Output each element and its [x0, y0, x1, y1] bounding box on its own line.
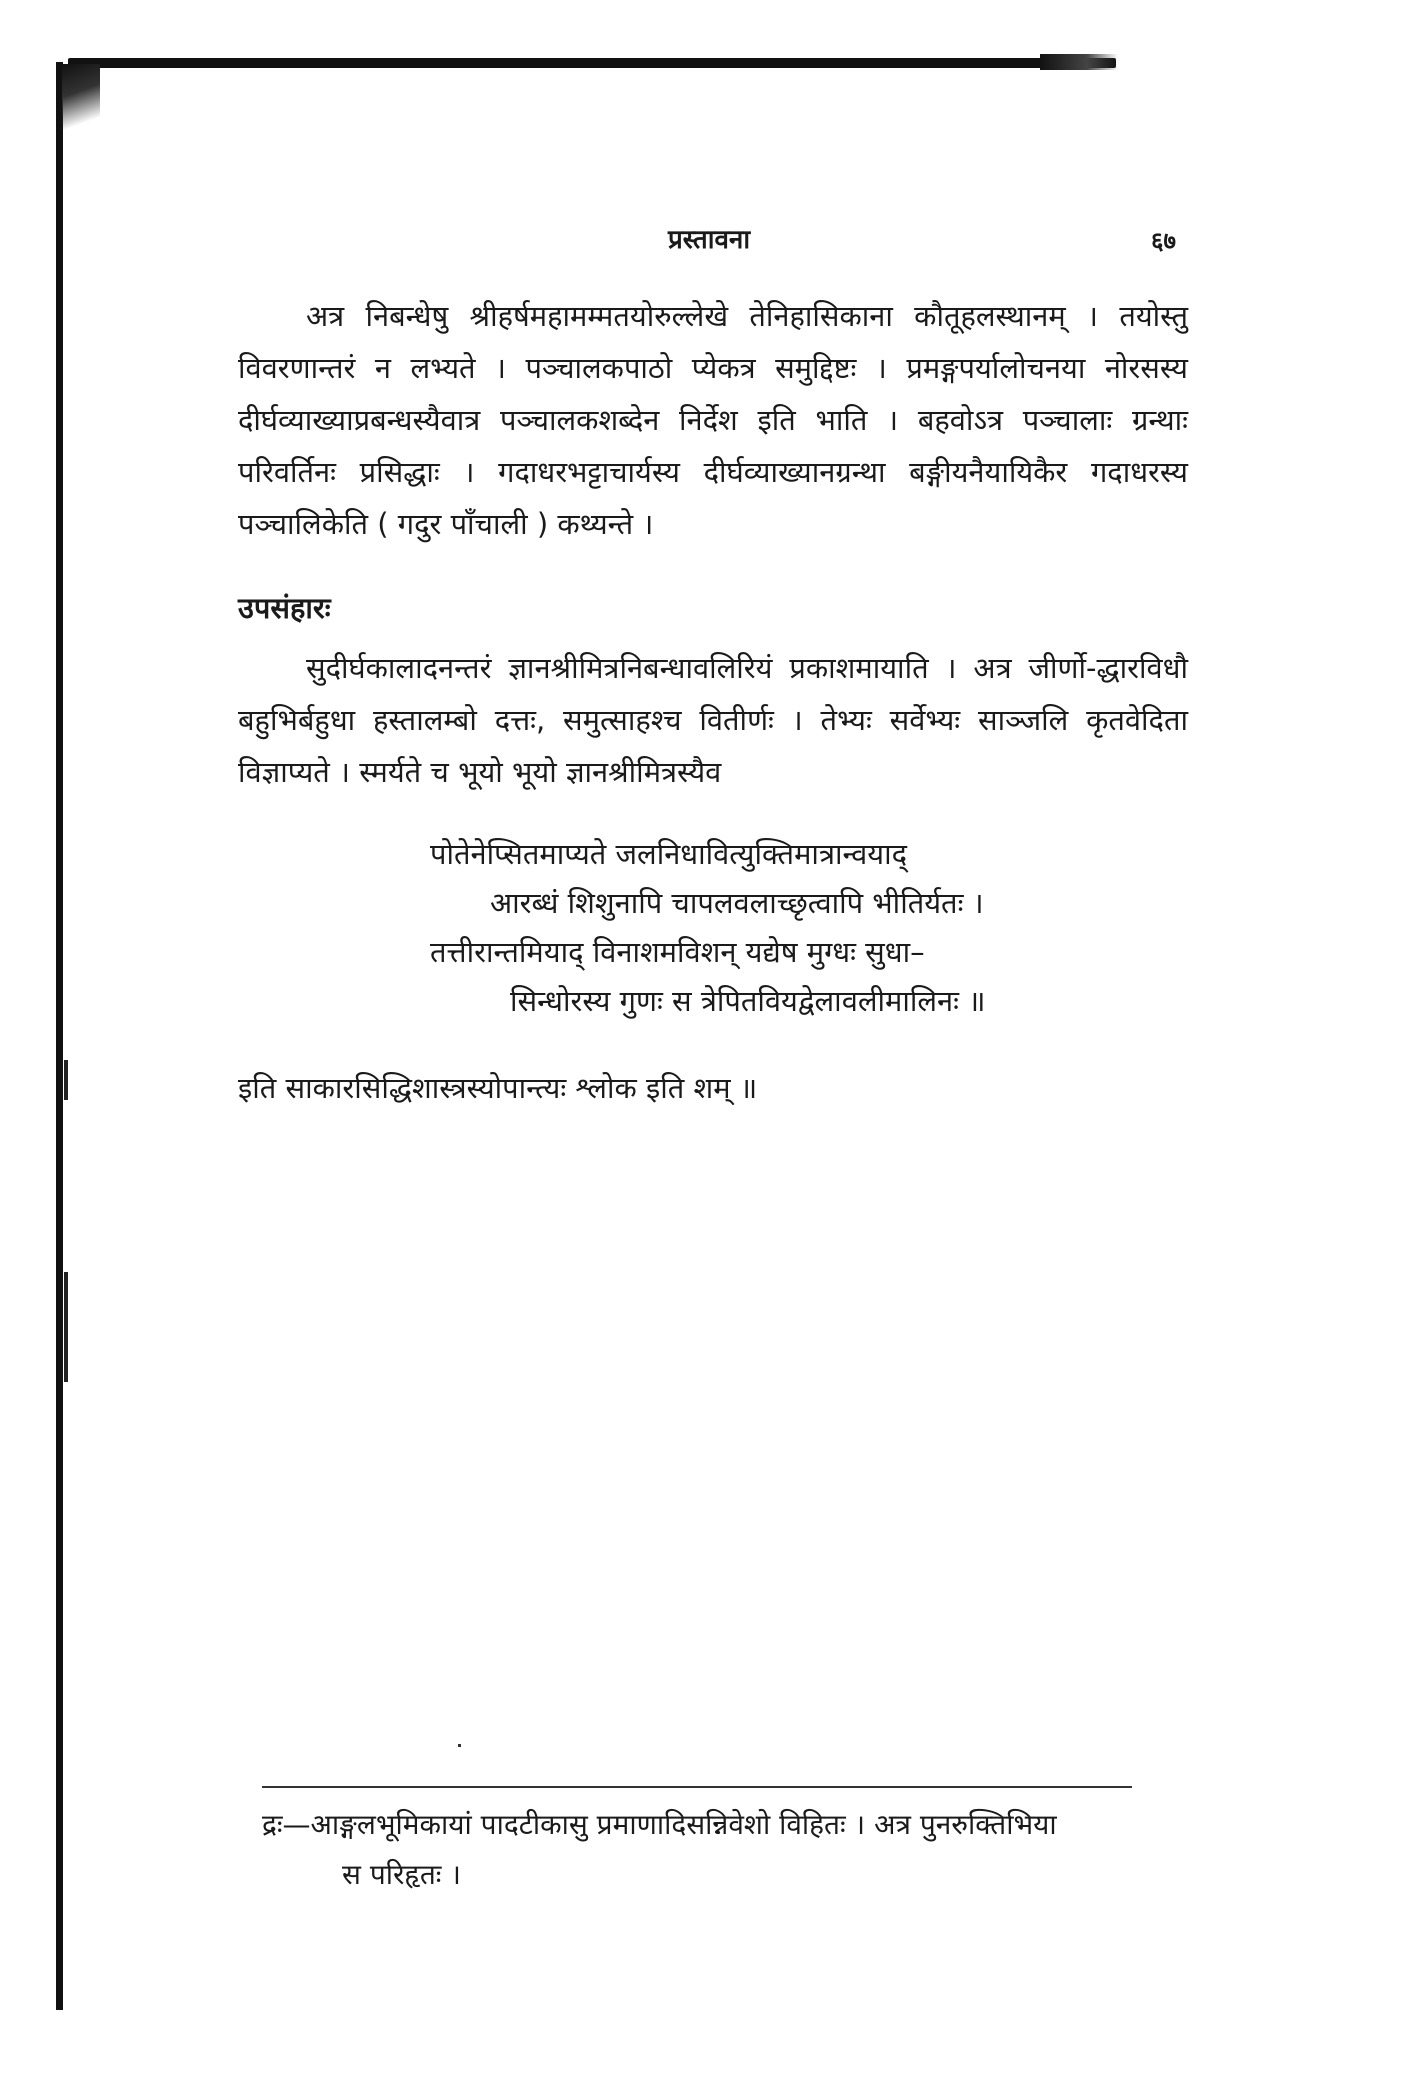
intro-paragraph: अत्र निबन्धेषु श्रीहर्षमहामम्मतयोरुल्लेखे तेनिहासिकाना कौतूहलस्थानम् । तयोस्तु विवरणान्तरं न लभ्यते । पञ्चालकपाठो प्येकत्र समुद्दिष्टः । प्रमङ्गपर्यालोचनया नोरसस्य दीर्घव्याख्याप्रबन्धस्यैवात्र पञ्चालकशब्देन निर्देश इति भाति । बहवोऽत्र पञ्चालाः ग्रन्थाः परिवर्तिनः प्रसिद्धाः । गदाधरभट्टाचार्यस्य दीर्घव्याख्यानग्रन्था बङ्गीयनैयायिकैर गदाधरस्य पञ्चालिकेति ( गदुर पाँचाली ) कथ्यन्ते ।	[238, 299, 1188, 541]
closing-paragraph: सुदीर्घकालादनन्तरं ज्ञानश्रीमित्रनिबन्धावलिरियं प्रकाशमायाति । अत्र जीर्णो-द्धारविधौ बहुभिर्बहुधा हस्तालम्बो दत्तः, समुत्साहश्च वितीर्णः । तेभ्यः सर्वेभ्यः साञ्जलि कृतवेदिता विज्ञाप्यते । स्मर्यते च भूयो भूयो ज्ञानश्रीमित्रस्यैव	[238, 651, 1188, 789]
footnote-line: स परिहृतः ।	[342, 1858, 461, 1891]
footnote-rule	[262, 1786, 1132, 1788]
scan-top-border	[68, 58, 1116, 68]
verse-block	[430, 830, 1190, 1026]
footnote	[262, 1800, 1162, 1900]
running-title: प्रस्तावना	[668, 225, 751, 255]
verse-line: पोतेनेप्सितमाप्यते जलनिधावित्युक्तिमात्रान्वयाद्	[430, 837, 907, 871]
gutter-mark	[64, 1060, 68, 1100]
verse-line: आरब्धं शिशुनापि चापलवलाच्छृत्वापि भीतिर्यतः ।	[490, 886, 984, 920]
colophon-line: इति साकारसिद्धिशास्त्रस्योपान्त्यः श्लोक इति शम् ॥	[238, 1071, 758, 1105]
scan-top-border-fade	[1040, 54, 1118, 70]
page-number: ६७	[1151, 227, 1176, 255]
verse-line: तत्तीरान्तमियाद् विनाशमविशन् यद्येष मुग्धः सुधा–	[430, 935, 925, 969]
verse-line: सिन्धोरस्य गुणः स त्रेपितवियद्वेलावलीमालिनः ॥	[510, 984, 986, 1018]
scan-left-border	[56, 62, 63, 2010]
gutter-mark	[64, 1272, 68, 1382]
scan-corner-shadow	[62, 64, 100, 134]
section-heading: उपसंहारः	[238, 591, 331, 625]
scan-speck	[458, 1744, 461, 1747]
page-header	[238, 220, 1188, 260]
footnote-line: द्रः—आङ्गलभूमिकायां पादटीकासु प्रमाणादिसन्निवेशो विहितः । अत्र पुनरुक्तिभिया	[262, 1808, 1057, 1841]
